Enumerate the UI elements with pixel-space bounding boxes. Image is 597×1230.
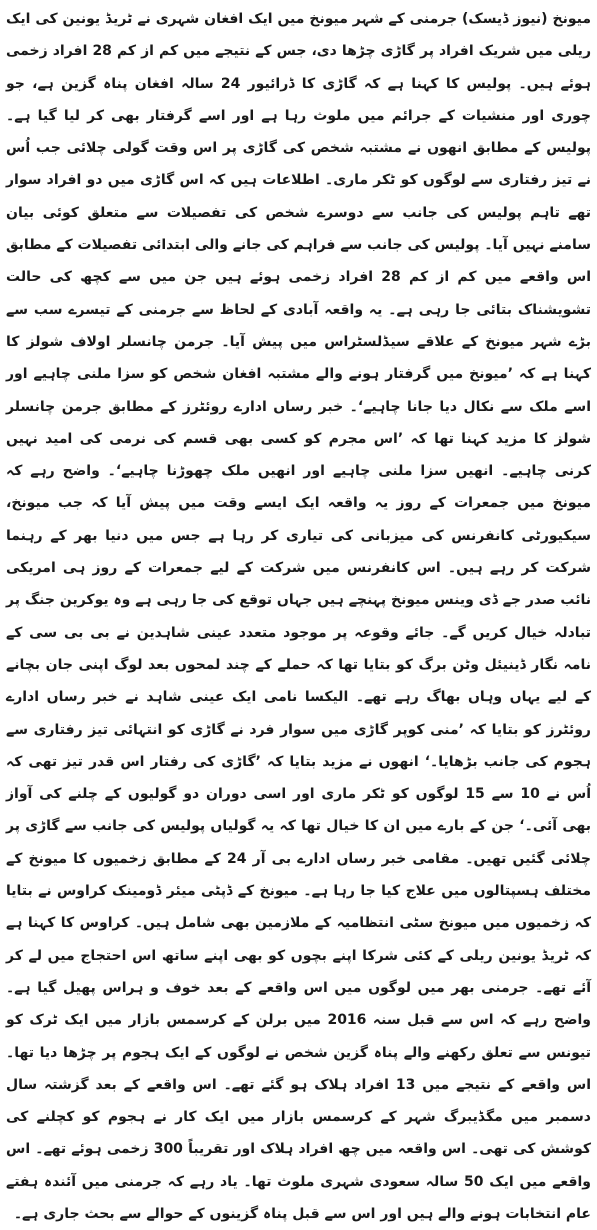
article-body-text: میونخ (نیوز ڈیسک) جرمنی کے شہر میونخ میں ایک افغان شہری نے ٹریڈ یونین کی ایک ریلی میں شریک افراد پر گاڑی چڑھا دی، جس کے نتیجے میں کم از کم 28 افراد زخمی ہوئے ہیں۔ پولیس کا کہنا ہے کہ گاڑی کا ڈرائیور 24 سالہ افغان پناہ گزین ہے، جو چوری اور منشیات کے جرائم میں ملوث رہا ہے اور اسے گرفتار بھی کر لیا گیا ہے۔ پولیس کے مطابق انھوں نے مشتبہ شخص کی گاڑی پر اس وقت گولی چلائی جب اُس نے تیز رفتاری سے لوگوں کو ٹکر ماری۔ اطلاعات ہیں کہ اس گاڑی میں دو افراد سوار تھے تاہم پولیس کی جانب سے دوسرے شخص کی تفصیلات سے متعلق کوئی بیان سامنے نہیں آیا۔ پولیس کی جانب سے فراہم کی جانے والی ابتدائی تفصیلات کے مطابق اس واقعے میں کم از کم 28 افراد زخمی ہوئے ہیں جن میں سے کچھ کی حالت تشویشناک بتائی جا رہی ہے۔ یہ واقعہ آبادی کے لحاظ سے جرمنی کے تیسرے سب سے بڑے شہر میونخ کے علاقے سیڈلسٹراس میں پیش آیا۔ جرمن چانسلر اولاف شولز کا کہنا ہے کہ ’میونخ میں گرفتار ہونے والے مشتبہ افغان شخص کو سزا ملنی چاہیے اور اسے ملک سے نکال دیا جانا چاہیے‘۔ خبر رساں ادارے روئٹرز کے مطابق جرمن چانسلر شولز کا مزید کہنا تھا کہ ’اس مجرم کو کسی بھی قسم کی نرمی کی امید نہیں کرنی چاہیے۔ انھیں سزا ملنی چاہیے اور انھیں ملک چھوڑنا چاہیے‘۔ واضح رہے کہ میونخ میں جمعرات کے روز یہ واقعہ ایک ایسے وقت میں پیش آیا کہ جب میونخ، سیکیورٹی کانفرنس کی میزبانی کی تیاری کر رہا ہے جس میں دنیا بھر کے رہنما شرکت کر رہے ہیں۔ اس کانفرنس میں شرکت کے لیے جمعرات کے روز ہی امریکی نائب صدر جے ڈی وینس میونخ پہنچے ہیں جہاں توقع کی جا رہی ہے وہ یوکرین جنگ پر تبادلہ خیال کریں گے۔ جائے وقوعہ پر موجود متعدد عینی شاہدین نے بی بی سی کے نامہ نگار ڈینیئل وٹن برگ کو بتایا تھا کہ حملے کے چند لمحوں بعد لوگ اپنی جان بچانے کے لیے یہاں وہاں بھاگ رہے تھے۔ الیکسا نامی ایک عینی شاہد نے خبر رساں ادارے روئٹرز کو بتایا کہ ’منی کوپر گاڑی میں سوار فرد نے گاڑی کو انتہائی تیز رفتاری سے ہجوم کی جانب بڑھایا۔‘ انھوں نے مزید بتایا کہ ’گاڑی کی رفتار اس قدر تیز تھی کہ اُس نے 10 سے 15 لوگوں کو ٹکر ماری اور اسی دوران دو گولیوں کے چلنے کی آواز بھی آئی۔‘ جن کے بارے میں ان کا خیال تھا کہ یہ گولیاں پولیس کی جانب سے گاڑی پر چلائی گئیں تھیں۔ مقامی خبر رساں ادارے بی آر 24 کے مطابق زخمیوں کا میونخ کے مختلف ہسپتالوں میں علاج کیا جا رہا ہے۔ میونخ کے ڈپٹی میئر ڈومینک کراوس نے بتایا کہ زخمیوں میں میونخ سٹی انتظامیہ کے ملازمین بھی شامل ہیں۔ کراوس کا کہنا ہے کہ ٹریڈ یونین ریلی کے کئی شرکا اپنے بچوں کو بھی اپنے ساتھ اس احتجاج میں لے کر آئے تھے۔ جرمنی بھر میں لوگوں میں اس واقعے کے بعد خوف و ہراس پھیل گیا ہے۔ واضح رہے کہ اس سے قبل سنہ 2016 میں برلن کے کرسمس بازار میں ایک ٹرک کو تیونس سے تعلق رکھنے والے پناہ گزین شخص نے لوگوں کے ایک ہجوم پر چڑھا دیا تھا۔ اس واقعے کے نتیجے میں 13 افراد ہلاک ہو گئے تھے۔ اس واقعے کے بعد گزشتہ سال دسمبر میں مگڈیبرگ شہر کے کرسمس بازار میں ایک کار نے ہجوم کو کچلنے کی کوشش کی تھی۔ اس واقعہ میں چھ افراد ہلاک اور تقریباً 300 زخمی ہوئے تھے۔ اس واقعے میں ایک 50 سالہ سعودی شہری ملوث تھا۔ یاد رہے کہ جرمنی میں آئندہ ہفتے عام انتخابات ہونے والے ہیں اور اس سے قبل پناہ گزینوں کے حوالے سے بحث جاری ہے۔: [6, 11, 592, 1222]
